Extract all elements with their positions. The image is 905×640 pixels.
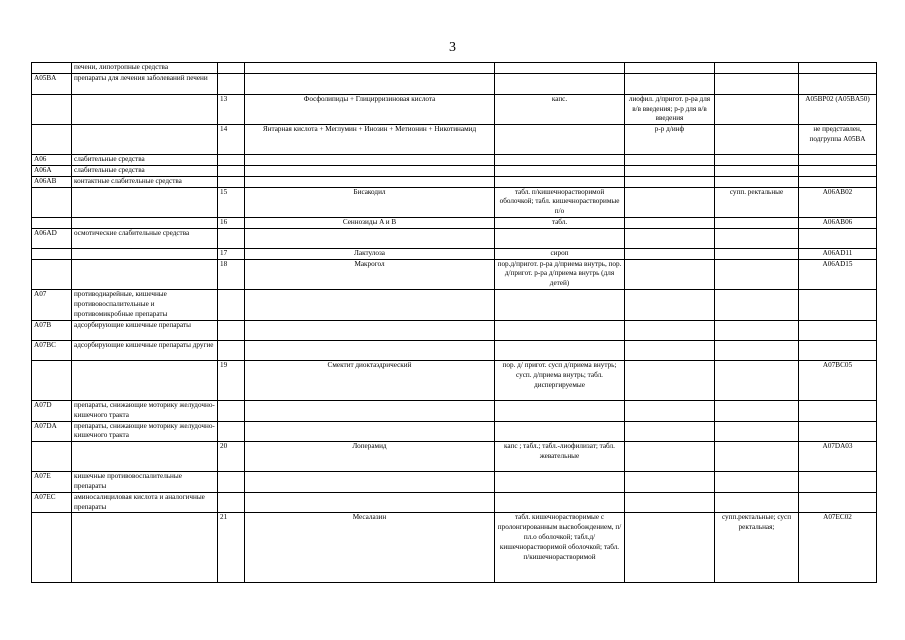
item-number: 14 <box>218 125 245 155</box>
dosage-form <box>495 176 625 187</box>
dosage-form-rectal <box>715 472 799 493</box>
dosage-form-rectal <box>715 217 799 228</box>
table-row <box>32 360 877 400</box>
drug-name: Макрогол <box>245 259 495 289</box>
atc-group-code <box>32 63 72 74</box>
dosage-form-parenteral <box>625 228 715 248</box>
group-name <box>72 513 218 583</box>
table-row <box>32 492 877 513</box>
drug-name <box>245 155 495 166</box>
dosage-form-rectal <box>715 73 799 94</box>
dosage-form-rectal <box>715 176 799 187</box>
drug-name <box>245 400 495 421</box>
atc-group-code: A06AD <box>32 228 72 248</box>
item-number: 16 <box>218 217 245 228</box>
dosage-form-rectal <box>715 442 799 472</box>
atc-group-code <box>32 360 72 400</box>
drug-name: Лактулоза <box>245 248 495 259</box>
group-name: контактные слабительные средства <box>72 176 218 187</box>
table-row <box>32 73 877 94</box>
table-row <box>32 442 877 472</box>
atc-group-code <box>32 248 72 259</box>
dosage-form <box>495 63 625 74</box>
atc-code <box>799 289 877 320</box>
item-number <box>218 340 245 360</box>
drug-name: Смектит диоктаэдрический <box>245 360 495 400</box>
table-row <box>32 400 877 421</box>
dosage-form-parenteral <box>625 259 715 289</box>
group-name <box>72 259 218 289</box>
dosage-form <box>495 73 625 94</box>
dosage-form: табл. п/кишечнорастворимой оболочкой; табл. кишечнорастворимые п/о <box>495 187 625 217</box>
item-number: 20 <box>218 442 245 472</box>
item-number <box>218 421 245 442</box>
dosage-form-parenteral <box>625 320 715 340</box>
drug-name <box>245 63 495 74</box>
table-row <box>32 340 877 360</box>
table-row <box>32 165 877 176</box>
item-number <box>218 155 245 166</box>
table-row <box>32 513 877 583</box>
table-row <box>32 248 877 259</box>
group-name <box>72 217 218 228</box>
atc-group-code <box>32 94 72 124</box>
dosage-form-parenteral <box>625 360 715 400</box>
dosage-form-parenteral <box>625 176 715 187</box>
group-name: печени, липотропные средства <box>72 63 218 74</box>
atc-group-code: A07EC <box>32 492 72 513</box>
atc-code: A06AD11 <box>799 248 877 259</box>
atc-code <box>799 320 877 340</box>
drug-name <box>245 165 495 176</box>
item-number <box>218 228 245 248</box>
drug-name <box>245 421 495 442</box>
dosage-form <box>495 320 625 340</box>
table-row <box>32 176 877 187</box>
dosage-form-rectal <box>715 155 799 166</box>
item-number <box>218 492 245 513</box>
atc-code <box>799 492 877 513</box>
group-name: препараты, снижающие моторику желудочно-кишечного тракта <box>72 400 218 421</box>
atc-code: A07EC02 <box>799 513 877 583</box>
item-number: 17 <box>218 248 245 259</box>
dosage-form <box>495 165 625 176</box>
dosage-form-rectal <box>715 228 799 248</box>
table-row <box>32 187 877 217</box>
group-name: осмотические слабительные средства <box>72 228 218 248</box>
dosage-form-rectal <box>715 421 799 442</box>
group-name <box>72 360 218 400</box>
dosage-form-parenteral <box>625 63 715 74</box>
dosage-form <box>495 228 625 248</box>
drug-name <box>245 492 495 513</box>
group-name: кишечные противовоспалительные препараты <box>72 472 218 493</box>
dosage-form-parenteral <box>625 472 715 493</box>
atc-code <box>799 400 877 421</box>
table-row <box>32 155 877 166</box>
dosage-form-parenteral: лиофил. д/пригот. р-ра для в/в введения; р-р для в/в введения <box>625 94 715 124</box>
table-row <box>32 289 877 320</box>
atc-code: A06AB06 <box>799 217 877 228</box>
dosage-form-rectal <box>715 259 799 289</box>
atc-code <box>799 165 877 176</box>
dosage-form <box>495 472 625 493</box>
drug-name: Сеннозиды A и B <box>245 217 495 228</box>
drug-list-table <box>31 62 877 583</box>
dosage-form <box>495 400 625 421</box>
dosage-form-parenteral <box>625 187 715 217</box>
dosage-form-parenteral <box>625 165 715 176</box>
atc-group-code <box>32 259 72 289</box>
group-name: слабительные средства <box>72 165 218 176</box>
dosage-form-parenteral <box>625 513 715 583</box>
table-row <box>32 472 877 493</box>
dosage-form-parenteral <box>625 340 715 360</box>
group-name: адсорбирующие кишечные препараты <box>72 320 218 340</box>
dosage-form-parenteral <box>625 217 715 228</box>
dosage-form <box>495 340 625 360</box>
item-number <box>218 289 245 320</box>
table-row <box>32 320 877 340</box>
atc-group-code <box>32 442 72 472</box>
drug-name <box>245 176 495 187</box>
atc-code <box>799 63 877 74</box>
dosage-form-rectal <box>715 94 799 124</box>
dosage-form-rectal <box>715 400 799 421</box>
dosage-form: табл. кишечнорастворимые с пролонгированным высвобождением, п/пл.о оболочкой; табл.д/кишечнорастворимой оболочкой; табл. п/кишечнорастворимой <box>495 513 625 583</box>
dosage-form-rectal: супп. ректальные <box>715 187 799 217</box>
item-number: 15 <box>218 187 245 217</box>
dosage-form <box>495 421 625 442</box>
drug-name <box>245 320 495 340</box>
atc-code: A07DA03 <box>799 442 877 472</box>
dosage-form-rectal <box>715 248 799 259</box>
dosage-form-rectal <box>715 289 799 320</box>
dosage-form-rectal <box>715 360 799 400</box>
dosage-form-rectal <box>715 63 799 74</box>
group-name <box>72 125 218 155</box>
atc-group-code <box>32 125 72 155</box>
dosage-form: капс. <box>495 94 625 124</box>
group-name: аминосалициловая кислота и аналогичные препараты <box>72 492 218 513</box>
table-row <box>32 228 877 248</box>
drug-name: Бисакодил <box>245 187 495 217</box>
dosage-form <box>495 155 625 166</box>
atc-code <box>799 176 877 187</box>
item-number <box>218 165 245 176</box>
atc-code <box>799 472 877 493</box>
dosage-form-parenteral <box>625 442 715 472</box>
dosage-form-parenteral <box>625 155 715 166</box>
atc-group-code: A05BA <box>32 73 72 94</box>
atc-code <box>799 228 877 248</box>
dosage-form <box>495 125 625 155</box>
table-row <box>32 94 877 124</box>
drug-name <box>245 289 495 320</box>
atc-code: A06AB02 <box>799 187 877 217</box>
group-name: адсорбирующие кишечные препараты другие <box>72 340 218 360</box>
dosage-form-rectal: супп.ректальные; сусп ректальная; <box>715 513 799 583</box>
dosage-form-parenteral <box>625 289 715 320</box>
dosage-form <box>495 289 625 320</box>
dosage-form-rectal <box>715 125 799 155</box>
group-name <box>72 248 218 259</box>
dosage-form <box>495 492 625 513</box>
drug-name <box>245 472 495 493</box>
dosage-form-parenteral <box>625 400 715 421</box>
drug-name: Янтарная кислота + Меглумин + Инозин + Метионин + Никотинамид <box>245 125 495 155</box>
dosage-form: табл. <box>495 217 625 228</box>
atc-group-code: A07E <box>32 472 72 493</box>
group-name <box>72 187 218 217</box>
atc-code: A06AD15 <box>799 259 877 289</box>
atc-group-code <box>32 217 72 228</box>
dosage-form-parenteral <box>625 492 715 513</box>
item-number <box>218 63 245 74</box>
atc-code: не представлен, подгруппа A05BA <box>799 125 877 155</box>
drug-name: Месалазин <box>245 513 495 583</box>
atc-group-code <box>32 187 72 217</box>
drug-name <box>245 228 495 248</box>
drug-name <box>245 340 495 360</box>
group-name: препараты, снижающие моторику желудочно-кишечного тракта <box>72 421 218 442</box>
drug-name: Лоперамид <box>245 442 495 472</box>
dosage-form-rectal <box>715 165 799 176</box>
group-name: слабительные средства <box>72 155 218 166</box>
dosage-form-parenteral <box>625 73 715 94</box>
dosage-form-parenteral: р-р д/инф <box>625 125 715 155</box>
atc-group-code: A07BC <box>32 340 72 360</box>
dosage-form-rectal <box>715 340 799 360</box>
group-name <box>72 442 218 472</box>
drug-name: Фосфолипиды + Глицирризиновая кислота <box>245 94 495 124</box>
dosage-form: сироп <box>495 248 625 259</box>
atc-group-code: A06A <box>32 165 72 176</box>
dosage-form: пор.д/пригот. р-ра д/приема внутрь, пор. д/пригот. р-ра д/приема внутрь (для детей) <box>495 259 625 289</box>
atc-code <box>799 73 877 94</box>
table-row <box>32 63 877 74</box>
item-number <box>218 176 245 187</box>
group-name <box>72 94 218 124</box>
table-row <box>32 217 877 228</box>
group-name: противодиарейные, кишечные противовоспалительные и противомикробные препараты <box>72 289 218 320</box>
table-row <box>32 259 877 289</box>
item-number <box>218 472 245 493</box>
page-number: 3 <box>449 40 456 55</box>
item-number: 19 <box>218 360 245 400</box>
atc-group-code: A07D <box>32 400 72 421</box>
table-row <box>32 421 877 442</box>
table-row <box>32 125 877 155</box>
dosage-form: капс ; табл.; табл.-лиофилизат; табл. жевательные <box>495 442 625 472</box>
atc-group-code: A07B <box>32 320 72 340</box>
atc-code <box>799 421 877 442</box>
dosage-form-parenteral <box>625 421 715 442</box>
dosage-form-parenteral <box>625 248 715 259</box>
atc-group-code: A06 <box>32 155 72 166</box>
item-number: 18 <box>218 259 245 289</box>
item-number: 21 <box>218 513 245 583</box>
item-number <box>218 400 245 421</box>
item-number: 13 <box>218 94 245 124</box>
atc-code: A07BC05 <box>799 360 877 400</box>
drug-name <box>245 73 495 94</box>
atc-code <box>799 340 877 360</box>
atc-group-code: A07DA <box>32 421 72 442</box>
atc-group-code: A07 <box>32 289 72 320</box>
item-number <box>218 320 245 340</box>
item-number <box>218 73 245 94</box>
atc-group-code: A06AB <box>32 176 72 187</box>
atc-code: A05BP02 (A05BA50) <box>799 94 877 124</box>
dosage-form-rectal <box>715 320 799 340</box>
group-name: препараты для лечения заболеваний печени <box>72 73 218 94</box>
dosage-form: пор. д/ пригот. сусп д/приема внутрь; сусп. д/приема внутрь; табл. диспергируемые <box>495 360 625 400</box>
atc-code <box>799 155 877 166</box>
atc-group-code <box>32 513 72 583</box>
dosage-form-rectal <box>715 492 799 513</box>
